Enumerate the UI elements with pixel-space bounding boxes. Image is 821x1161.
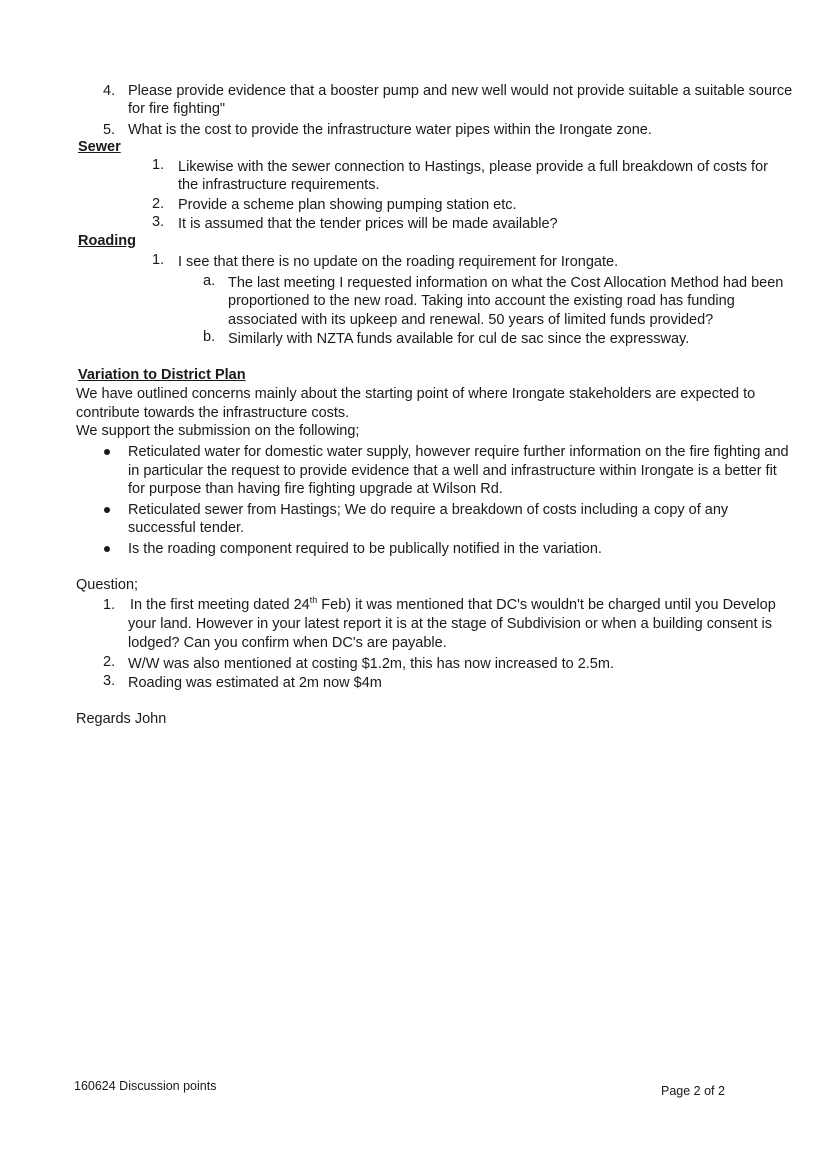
signoff: Regards John	[76, 711, 167, 727]
variation-paragraph-line-2: contribute towards the infrastructure costs.	[76, 405, 350, 421]
question-2-number: 2.	[103, 654, 116, 670]
bullet-1-marker	[104, 449, 110, 455]
bullet-3-text: Is the roading component required to be publically notified in the variation.	[128, 541, 602, 557]
water-item-4-number: 4.	[103, 83, 116, 99]
footer-page-number: Page 2 of 2	[661, 1084, 725, 1098]
water-item-4-text-line-2: for fire fighting"	[128, 101, 226, 117]
water-item-5-text: What is the cost to provide the infrastructure water pipes within the Irongate zone.	[128, 122, 652, 138]
question-1-ordinal-suffix: th	[309, 595, 318, 606]
footer-document-name: 160624 Discussion points	[74, 1079, 217, 1093]
bullet-2-marker	[104, 507, 110, 513]
sewer-item-1-number: 1.	[152, 157, 165, 173]
question-heading: Question;	[76, 577, 139, 593]
question-1-line-1-before: In the first meeting dated 24	[130, 597, 310, 613]
variation-paragraph-line-1: We have outlined concerns mainly about the starting point of where Irongate stakeholders are expected to	[76, 386, 756, 402]
roading-subitem-a-letter: a.	[203, 273, 216, 289]
roading-subitem-a-line-3: associated with its upkeep and renewal. 50 years of limited funds provided?	[228, 312, 714, 328]
roading-item-1-text: I see that there is no update on the roading requirement for Irongate.	[178, 254, 619, 270]
bullet-1-line-3: for purpose than having fire fighting upgrade at Wilson Rd.	[128, 481, 503, 497]
question-3-text: Roading was estimated at 2m now $4m	[128, 675, 382, 691]
sewer-heading: Sewer	[78, 139, 121, 155]
sewer-item-3-text: It is assumed that the tender prices will be made available?	[178, 216, 558, 232]
sewer-item-3-number: 3.	[152, 214, 165, 230]
bullet-1-line-2: in particular the request to provide evidence that a well and infrastructure within Irongate is a better fit	[128, 463, 777, 479]
variation-heading: Variation to District Plan	[78, 367, 246, 383]
roading-subitem-a-line-2: proportioned to the new road. Taking into account the existing road has funding	[228, 293, 735, 309]
sewer-item-1-text-line-1: Likewise with the sewer connection to Hastings, please provide a full breakdown of costs for	[178, 159, 768, 175]
bullet-3-marker	[104, 546, 110, 552]
question-1-line-1	[130, 596, 776, 614]
roading-subitem-b-letter: b.	[203, 329, 216, 345]
bullet-2-line-2: successful tender.	[128, 520, 245, 536]
question-1-line-2: your land. However in your latest report it is at the stage of Subdivision or when a building consent is	[128, 616, 772, 632]
sewer-item-1-text-line-2: the infrastructure requirements.	[178, 177, 380, 193]
question-1-number: 1.	[103, 597, 116, 613]
roading-item-1-number: 1.	[152, 252, 165, 268]
sewer-item-2-number: 2.	[152, 196, 165, 212]
sewer-item-2-text: Provide a scheme plan showing pumping station etc.	[178, 197, 517, 213]
roading-heading: Roading	[78, 233, 136, 249]
bullet-1-line-1: Reticulated water for domestic water supply, however require further information on the fire fighting and	[128, 444, 789, 460]
roading-subitem-a-line-1: The last meeting I requested information on what the Cost Allocation Method had been	[228, 275, 784, 291]
water-item-5-number: 5.	[103, 122, 116, 138]
roading-subitem-b-text: Similarly with NZTA funds available for cul de sac since the expressway.	[228, 331, 690, 347]
question-3-number: 3.	[103, 673, 116, 689]
water-item-4-text-line-1: Please provide evidence that a booster pump and new well would not provide suitable a suitable source	[128, 83, 793, 99]
question-1-line-3: lodged? Can you confirm when DC's are payable.	[128, 635, 447, 651]
question-1-line-1-after: Feb) it was mentioned that DC's wouldn't be charged until you Develop	[317, 597, 776, 613]
question-2-text: W/W was also mentioned at costing $1.2m, this has now increased to 2.5m.	[128, 656, 614, 672]
support-intro: We support the submission on the following;	[76, 423, 360, 439]
bullet-2-line-1: Reticulated sewer from Hastings; We do require a breakdown of costs including a copy of any	[128, 502, 729, 518]
